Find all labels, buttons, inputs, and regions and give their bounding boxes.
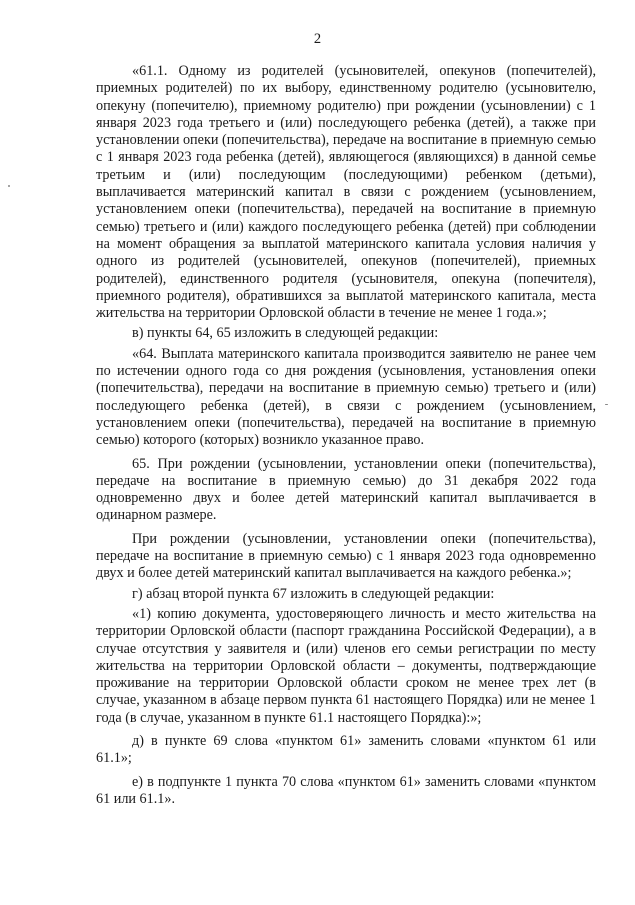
paragraph-61-1: «61.1. Одному из родителей (усыновителей, опекунов (попечителей), приемных родителей) по их выбору, единственному родителю (усыновителю, опекуну (попечителю), приемному родителю) при рождении (усыновлении) с 1 января 2023 года третьего и (или) последующего ребенка (детей), а также при установлении опеки (попечительства), передаче на воспитание в приемную семью с 1 января 2023 года ребенка (детей), являющегося (являющихся) в данной семье третьим и (или) последующим (последующими) ребенком (детьми), выплачивается материнский капитал в связи с рождением (усыновлением, установлением опеки (попечительства), передачей на воспитание в приемную семью) третьего и (или) каждого последующего ребенка (детей) при соблюдении на момент обращения за выплатой материнского капитала условия наличия у одного из родителей (усыновителей, опекунов (попечителей), приемных родителей), единственного родителя (усыновителя, опекуна (попечителя), приемного родителя), обратившихся за выплатой материнского капитала, места жительства на территории Орловской области в течение не менее 1 года.»; (96, 63, 596, 322)
paragraph-item-v: в) пункты 64, 65 изложить в следующей редакции: (132, 325, 439, 342)
paragraph-item-e: е) в подпункте 1 пункта 70 слова «пунктом 61» заменить словами «пунктом 61 или 61.1». (96, 773, 596, 807)
paragraph-65: 65. При рождении (усыновлении, установлении опеки (попечительства), передаче на воспитание в приемную семью) до 31 декабря 2022 года одновременно двух и более детей материнский капитал выплачивается в одинарном размере. (96, 455, 596, 524)
paragraph-65-second: При рождении (усыновлении, установлении опеки (попечительства), передаче на воспитание в приемную семью) с 1 января 2023 года одновременно двух и более детей материнский капитал выплачивается на каждого ребенка.»; (96, 530, 596, 582)
document-body (96, 63, 596, 808)
paragraph-item-1: «1) копию документа, удостоверяющего личность и место жительства на территории Орловской области (паспорт гражданина Российской Федерации), а в случае отсутствия у заявителя и (или) членов его семьи регистрации по месту жительства на территории Орловской области – документы, подтверждающие проживание на территории Орловской области сроком не менее трех лет (в случае, указанном в абзаце первом пункта 61 настоящего Порядка) или не менее 1 года (в случае, указанном в пункте 61.1 настоящего Порядка):»; (96, 605, 596, 726)
paragraph-item-g: г) абзац второй пункта 67 изложить в следующей редакции: (132, 585, 495, 602)
scan-speck (605, 404, 608, 405)
paragraph-64: «64. Выплата материнского капитала производится заявителю не ранее чем по истечении одного года со дня рождения (усыновления, установления опеки (попечительства), передачи на воспитание в приемную семью) третьего и (или) последующего ребенка (детей), в связи с рождением (усыновлением, установлением опеки (попечительства), передачей на воспитание в приемную семью) которого (которых) возникло указанное право. (96, 345, 596, 449)
paragraph-item-d: д) в пункте 69 слова «пунктом 61» заменить словами «пунктом 61 или 61.1»; (96, 732, 596, 767)
scan-speck (8, 185, 10, 187)
page-number: 2 (313, 31, 322, 47)
